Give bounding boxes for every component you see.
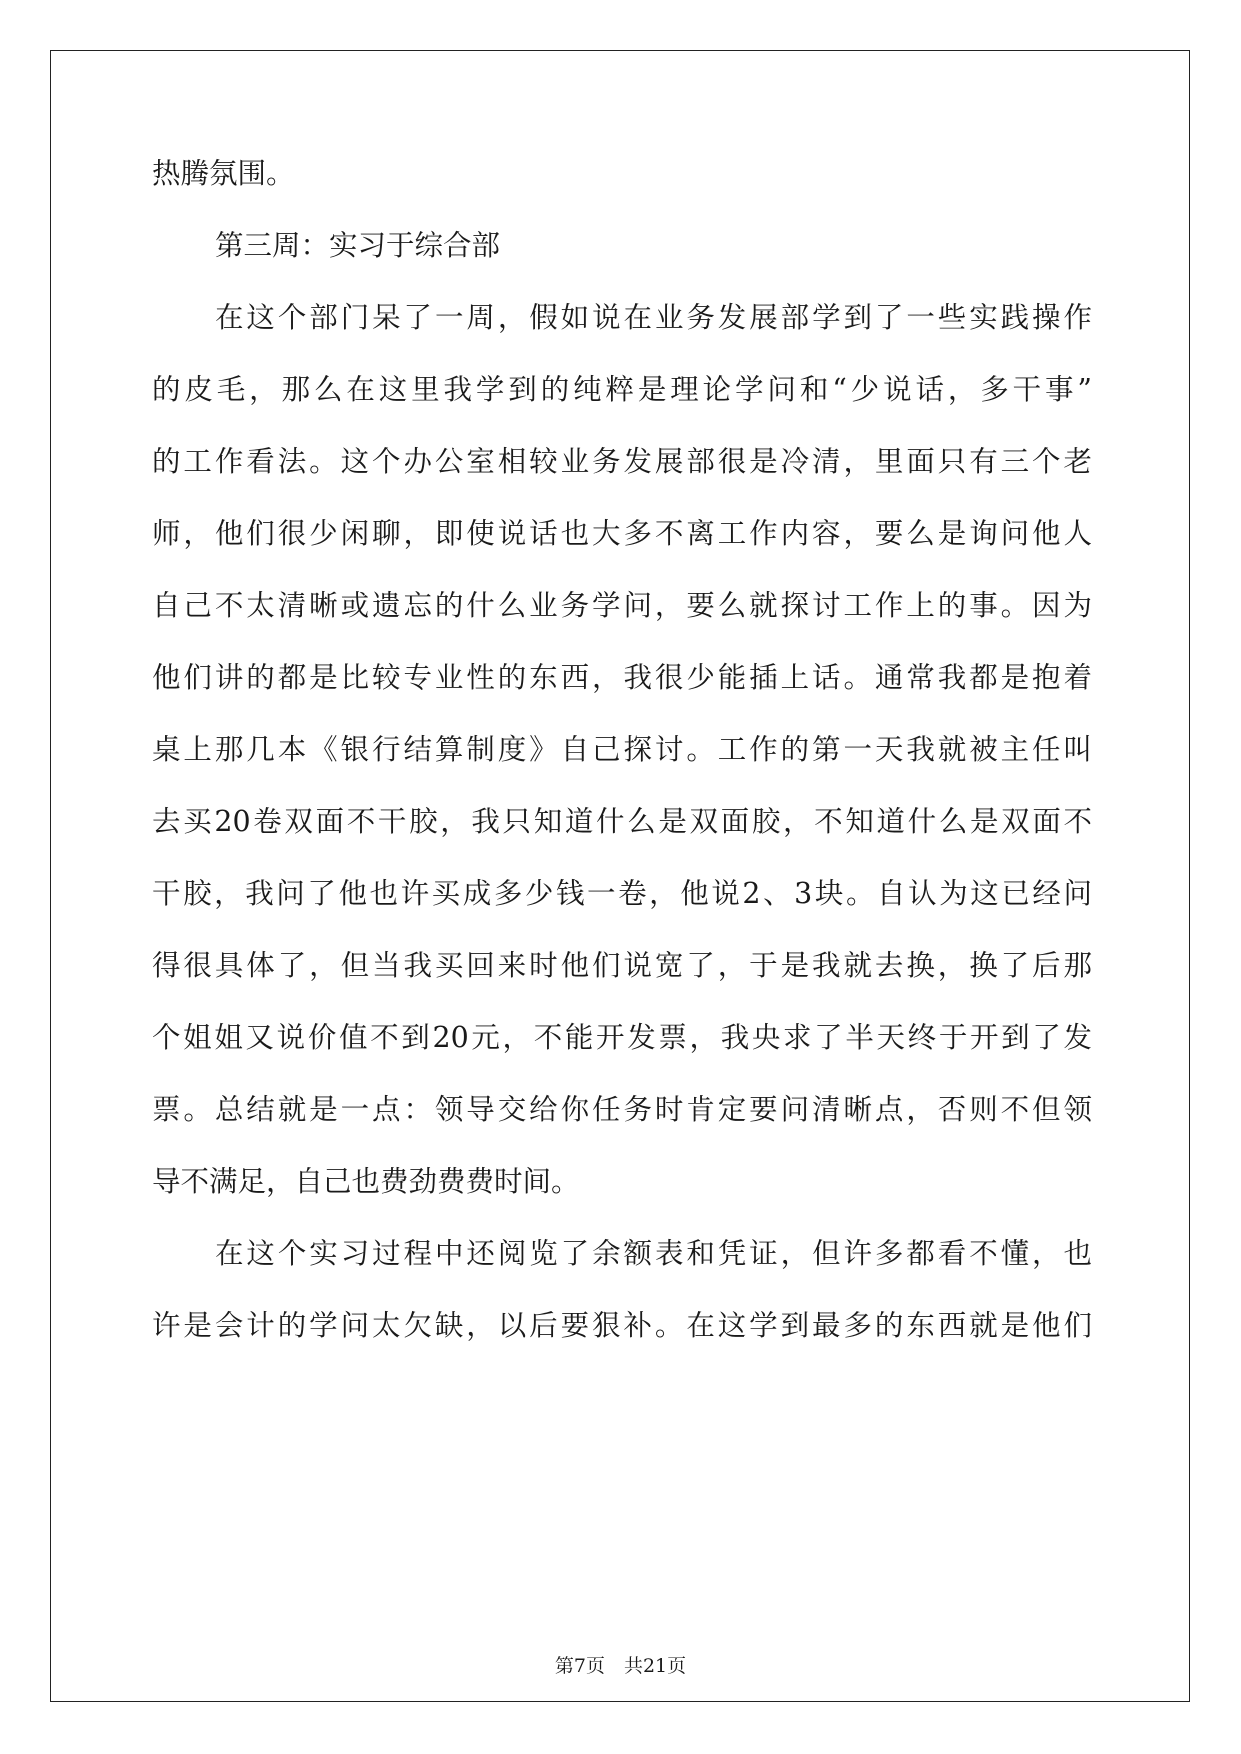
text-line: 自己不太清晰或遗忘的什么业务学问，要么就探讨工作上的事。因为	[152, 589, 1092, 622]
text-line: 导不满足，自己也费劲费费时间。	[152, 1165, 580, 1198]
text-line: 热腾氛围。	[152, 157, 295, 190]
text-line: 个姐姐又说价值不到20元，不能开发票，我央求了半天终于开到了发	[152, 1021, 1092, 1054]
section-heading: 第三周：实习于综合部	[215, 229, 501, 262]
text-line: 师，他们很少闲聊，即使说话也大多不离工作内容，要么是询问他人	[152, 517, 1092, 550]
text-line: 票。总结就是一点：领导交给你任务时肯定要问清晰点，否则不但领	[152, 1093, 1092, 1126]
text-line: 的皮毛，那么在这里我学到的纯粹是理论学问和“少说话，多干事”	[152, 373, 1092, 406]
text-line: 在这个部门呆了一周，假如说在业务发展部学到了一些实践操作	[215, 301, 1092, 334]
text-line: 许是会计的学问太欠缺，以后要狠补。在这学到最多的东西就是他们	[152, 1309, 1092, 1342]
page-number: 第7页 共21页	[554, 1655, 687, 1677]
text-line: 得很具体了，但当我买回来时他们说宽了，于是我就去换，换了后那	[152, 949, 1092, 982]
text-line: 的工作看法。这个办公室相较业务发展部很是冷清，里面只有三个老	[152, 445, 1092, 478]
text-line: 桌上那几本《银行结算制度》自己探讨。工作的第一天我就被主任叫	[152, 733, 1092, 766]
text-line: 他们讲的都是比较专业性的东西，我很少能插上话。通常我都是抱着	[152, 661, 1092, 694]
text-line: 干胶，我问了他也许买成多少钱一卷，他说2、3块。自认为这已经问	[152, 877, 1092, 910]
text-line: 在这个实习过程中还阅览了余额表和凭证，但许多都看不懂，也	[215, 1237, 1092, 1270]
text-line: 去买20卷双面不干胶，我只知道什么是双面胶，不知道什么是双面不	[152, 805, 1092, 838]
